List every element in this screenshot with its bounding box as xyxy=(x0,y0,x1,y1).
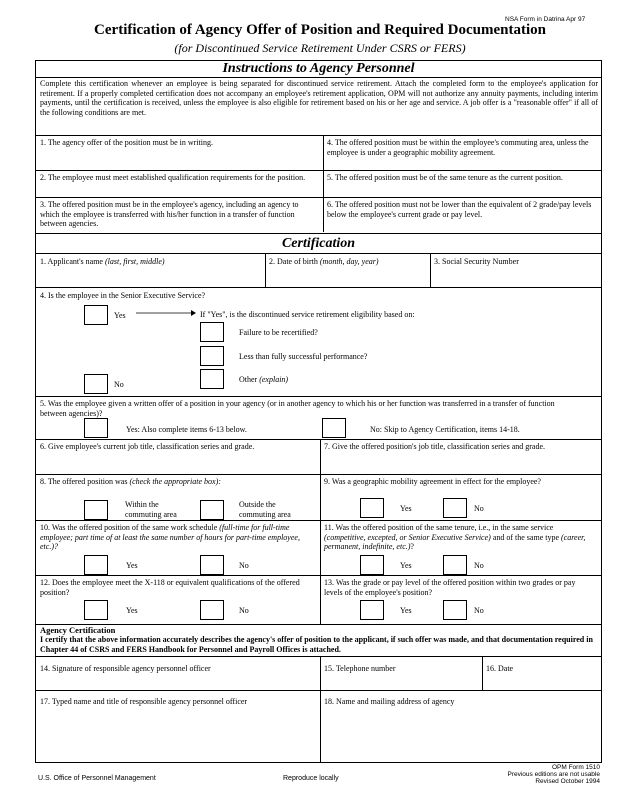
q5-no-label: No: Skip to Agency Certification, items 14-18. xyxy=(370,425,520,434)
instruction-item-2: 2. The employee must meet established qualification requirements for the position. xyxy=(40,173,306,182)
form-title: Certification of Agency Offer of Position and Required Documentation xyxy=(94,22,546,38)
q10-no-label: No xyxy=(239,561,249,570)
q10-yes-checkbox[interactable] xyxy=(84,555,108,575)
field-2-label: 2. Date of birth (month, day, year) xyxy=(269,257,379,266)
form-note-top: NSA Form in Datrina Apr 97 xyxy=(505,16,586,23)
q13-no-label: No xyxy=(474,606,484,615)
q10-no-checkbox[interactable] xyxy=(200,555,224,575)
footer-agency: U.S. Office of Personnel Management xyxy=(38,775,156,782)
q4-if-yes: If "Yes", is the discontinued service retirement eligibility based on: xyxy=(200,310,415,319)
q9-no-label: No xyxy=(474,504,484,513)
question-5: 5. Was the employee given a written offer of a position in your agency (or in another agency to which his or her function was transferred in a transfer of function between agencies)? xyxy=(40,399,555,418)
question-7: 7. Give the offered position's job title, classification series and grade. xyxy=(324,442,546,451)
q8-outside-checkbox[interactable] xyxy=(200,500,224,520)
question-10: 10. Was the offered position of the same work schedule (full-time for full-time employee; part time of at least the same number of hours for part-time employee, etc.)? xyxy=(40,523,300,551)
instruction-item-5: 5. The offered position must be of the same tenure as the current position. xyxy=(327,173,563,182)
q9-yes-checkbox[interactable] xyxy=(360,498,384,518)
q12-no-label: No xyxy=(239,606,249,615)
typed-name-field[interactable] xyxy=(38,718,318,760)
instruction-item-3: 3. The offered position must be in the employee's agency, including an agency to which the employee is transferred with his/her function in a transfer of function between agencies. xyxy=(40,200,299,228)
q13-yes-label: Yes xyxy=(400,606,412,615)
q11-yes-checkbox[interactable] xyxy=(360,555,384,575)
q8-within-label: Within the commuting area xyxy=(125,500,177,519)
q11-no-label: No xyxy=(474,561,484,570)
q11-yes-label: Yes xyxy=(400,561,412,570)
q4-opt2-checkbox[interactable] xyxy=(200,346,224,366)
instruction-item-4: 4. The offered position must be within the employee's commuting area, unless the employee is under a geographic mobility agreement. xyxy=(327,138,589,157)
q13-no-checkbox[interactable] xyxy=(443,600,467,620)
date-field[interactable] xyxy=(485,674,599,688)
q4-opt1-label: Failure to be recertified? xyxy=(239,328,318,337)
ssn-field[interactable] xyxy=(433,268,599,285)
form-subtitle: (for Discontinued Service Retirement Under CSRS or FERS) xyxy=(174,41,466,55)
field-17-label: 17. Typed name and title of responsible agency personnel officer xyxy=(40,697,248,706)
question-12: 12. Does the employee meet the X-118 or equivalent qualifications of the offered position? xyxy=(40,578,300,597)
field-3-label: 3. Social Security Number xyxy=(434,257,519,266)
applicant-name-field[interactable] xyxy=(38,268,263,285)
q8-within-checkbox[interactable] xyxy=(84,500,108,520)
instructions-heading: Instructions to Agency Personnel xyxy=(222,61,415,76)
q5-no-checkbox[interactable] xyxy=(322,418,346,438)
q12-no-checkbox[interactable] xyxy=(200,600,224,620)
question-8: 8. The offered position was (check the appropriate box): xyxy=(40,477,221,486)
q11-no-checkbox[interactable] xyxy=(443,555,467,575)
q10-yes-label: Yes xyxy=(126,561,138,570)
q4-yes-label: Yes xyxy=(114,311,126,320)
question-11: 11. Was the offered position of the same tenure, i.e., in the same service (competitive, excepted, or Senior Executive Service) and of the same type (career, permanent, indefinite, etc.)? xyxy=(324,523,586,551)
q4-opt3-checkbox[interactable] xyxy=(200,369,224,389)
question-13: 13. Was the grade or pay level of the offered position within two grades or pay levels of the employee's position? xyxy=(324,578,576,597)
q8-outside-label: Outside the commuting area xyxy=(239,500,291,519)
q5-yes-label: Yes: Also complete items 6-13 below. xyxy=(126,425,247,434)
telephone-field[interactable] xyxy=(323,674,480,688)
instruction-item-1: 1. The agency offer of the position must be in writing. xyxy=(40,138,214,147)
q4-no-checkbox[interactable] xyxy=(84,374,108,394)
instruction-item-6: 6. The offered position must not be lower than the equivalent of 2 grade/pay levels below the employee's current grade or pay level. xyxy=(327,200,592,219)
offered-job-field[interactable] xyxy=(323,463,599,473)
footer-revised: Revised October 1994 xyxy=(535,778,600,785)
q4-opt3-label: Other (explain) xyxy=(239,375,289,384)
agency-cert-heading: Agency Certification xyxy=(40,625,116,635)
q4-yes-checkbox[interactable] xyxy=(84,305,108,325)
footer-reproduce: Reproduce locally xyxy=(283,775,339,782)
certification-heading: Certification xyxy=(281,236,356,251)
field-16-label: 16. Date xyxy=(486,664,514,673)
question-9: 9. Was a geographic mobility agreement in effect for the employee? xyxy=(324,477,541,486)
q4-no-label: No xyxy=(114,380,124,389)
q13-yes-checkbox[interactable] xyxy=(360,600,384,620)
q9-no-checkbox[interactable] xyxy=(443,498,467,518)
question-4: 4. Is the employee in the Senior Executive Service? xyxy=(40,291,206,300)
q5-yes-checkbox[interactable] xyxy=(84,418,108,438)
date-of-birth-field[interactable] xyxy=(268,268,428,285)
current-job-field[interactable] xyxy=(38,453,318,470)
field-15-label: 15. Telephone number xyxy=(324,664,396,673)
q4-opt2-label: Less than fully successful performance? xyxy=(239,352,368,361)
q12-yes-label: Yes xyxy=(126,606,138,615)
signature-field[interactable] xyxy=(38,674,318,688)
field-18-label: 18. Name and mailing address of agency xyxy=(324,697,455,706)
footer-previous-editions: Previous editions are not usable xyxy=(507,771,600,778)
field-14-label: 14. Signature of responsible agency personnel officer xyxy=(40,664,211,673)
arrow-right-icon xyxy=(136,309,196,317)
question-6: 6. Give employee's current job title, classification series and grade. xyxy=(40,442,255,451)
agency-address-field[interactable] xyxy=(323,708,599,760)
field-1-label: 1. Applicant's name (last, first, middle) xyxy=(40,257,165,266)
q12-yes-checkbox[interactable] xyxy=(84,600,108,620)
footer-form-number: OPM Form 1510 xyxy=(551,764,600,771)
q4-opt1-checkbox[interactable] xyxy=(200,322,224,342)
q9-yes-label: Yes xyxy=(400,504,412,513)
instructions-intro: Complete this certification whenever an employee is being separated for discontinued service retirement. Attach the completed form to the employee's application for retirement. If a properly completed certification does not accompany an employee's retirement application, OPM will not authorize any annuity payments, including interim payments, until the certification is received, unless the employee is also eligible for retirement based on his or her age and service. A job offer is a "reasonable offer" if all of the following conditions are met. xyxy=(40,79,598,117)
agency-cert-statement: I certify that the above information accurately describes the agency's offer of position to the applicant, if such offer was made, and that documentation required in Chapter 44 of CSRS and FERS Handbook for Personnel and Payroll Offices is attached. xyxy=(40,635,593,654)
